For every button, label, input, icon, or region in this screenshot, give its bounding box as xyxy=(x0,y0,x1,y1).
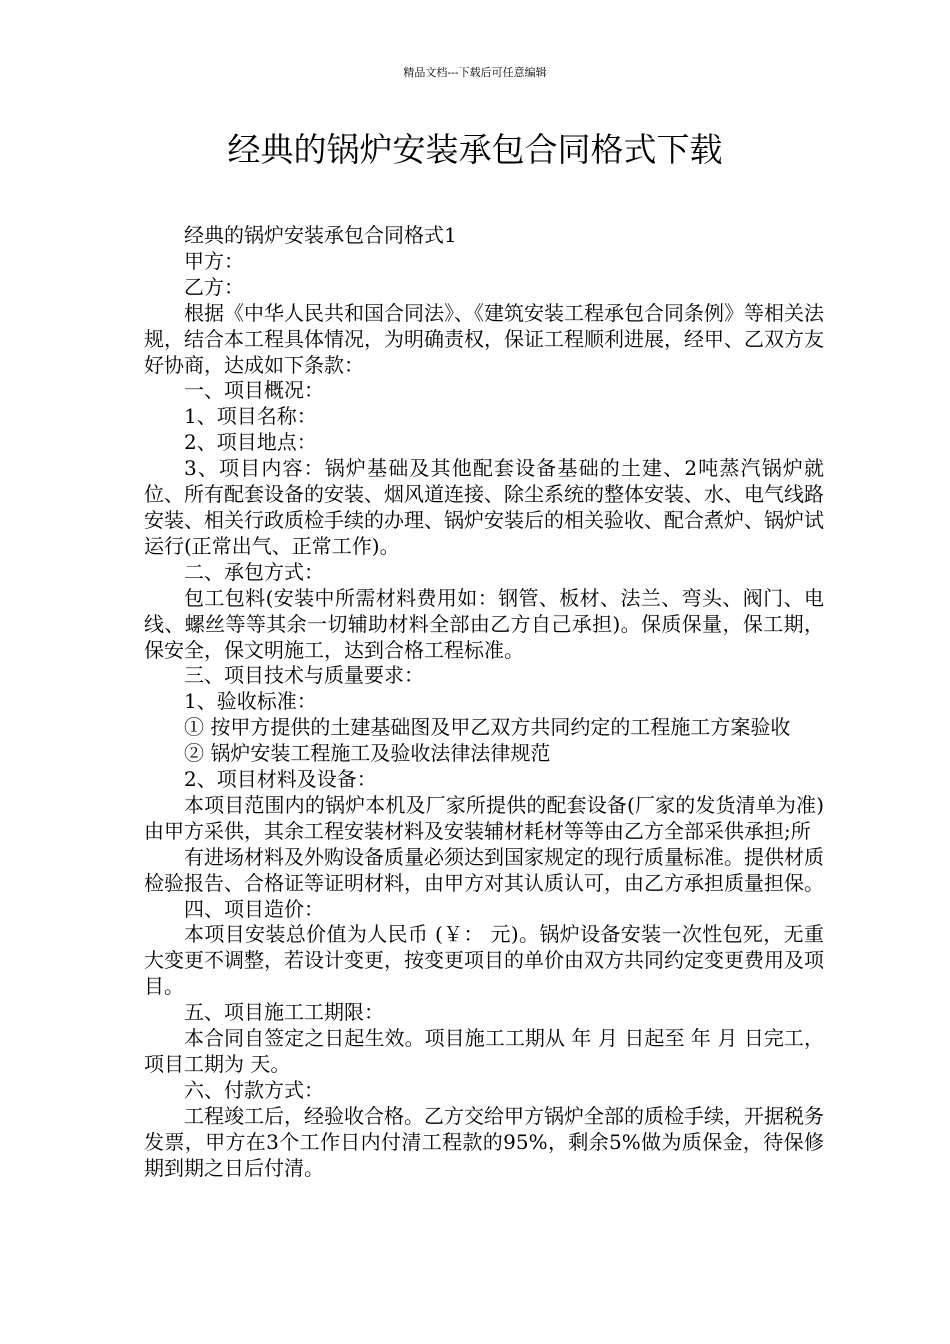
paragraph: 根据《中华人民共和国合同法》、《建筑安装工程承包合同条例》等相关法规，结合本工程具体情况，为明确责权，保证工程顺利进展，经甲、乙双方友好协商，达成如下条款： xyxy=(144,300,824,377)
paragraph: 四、项目造价： xyxy=(184,896,324,921)
paragraph: 一、项目概况： xyxy=(184,378,324,403)
paragraph: 2、项目材料及设备： xyxy=(184,767,377,792)
paragraph: 六、付款方式： xyxy=(184,1077,324,1102)
paragraph: 二、承包方式： xyxy=(184,559,324,584)
page-header: 精品文档---下载后可任意编辑 xyxy=(403,66,547,79)
paragraph: 1、项目名称： xyxy=(184,404,317,429)
paragraph: 3、项目内容：锅炉基础及其他配套设备基础的土建、2吨蒸汽锅炉就位、所有配套设备的安装、烟风道连接、除尘系统的整体安装、水、电气线路安装、相关行政质检手续的办理、锅炉安装后的相关验收、配合煮炉、锅炉试运行(正常出气、正常工作)。 xyxy=(144,456,824,558)
paragraph: 五、项目施工工期限： xyxy=(184,1000,384,1025)
paragraph: 乙方： xyxy=(184,274,244,299)
paragraph: 1、验收标准： xyxy=(184,689,317,714)
document-body xyxy=(144,223,824,1182)
paragraph: 本项目范围内的锅炉本机及厂家所提供的配套设备(厂家的发货清单为准)由甲方采供，其余工程安装材料及安装辅材耗材等等由乙方全部采供承担;所 xyxy=(144,792,824,843)
paragraph: ① 按甲方提供的土建基础图及甲乙双方共同约定的工程施工方案验收 xyxy=(184,715,791,740)
document-title: 经典的锅炉安装承包合同格式下载 xyxy=(227,130,723,169)
paragraph: 本合同自签定之日起生效。项目施工工期从 年 月 日起至 年 月 日完工，项目工期为 天。 xyxy=(144,1026,824,1076)
paragraph: ② 锅炉安装工程施工及验收法律法律规范 xyxy=(184,741,551,766)
paragraph: 本项目安装总价值为人民币 (￥： 元)。锅炉设备安装一次性包死，无重大变更不调整，若设计变更，按变更项目的单价由双方共同约定变更费用及项目。 xyxy=(144,922,824,999)
paragraph: 包工包料(安装中所需材料费用如：钢管、板材、法兰、弯头、阀门、电线、螺丝等等其余一切辅助材料全部由乙方自己承担)。保质保量，保工期，保安全，保文明施工，达到合格工程标准。 xyxy=(144,585,824,662)
paragraph: 2、项目地点： xyxy=(184,430,317,455)
paragraph: 甲方： xyxy=(184,248,244,273)
paragraph: 有进场材料及外购设备质量必须达到国家规定的现行质量标准。提供材质检验报告、合格证等证明材料，由甲方对其认质认可，由乙方承担质量担保。 xyxy=(144,844,824,895)
paragraph: 三、项目技术与质量要求： xyxy=(184,663,424,688)
paragraph: 工程竣工后，经验收合格。乙方交给甲方锅炉全部的质检手续，开据税务发票，甲方在3个工作日内付清工程款的95%，剩余5%做为质保金，待保修期到期之日后付清。 xyxy=(144,1103,824,1180)
paragraph: 经典的锅炉安装承包合同格式1 xyxy=(184,223,457,247)
